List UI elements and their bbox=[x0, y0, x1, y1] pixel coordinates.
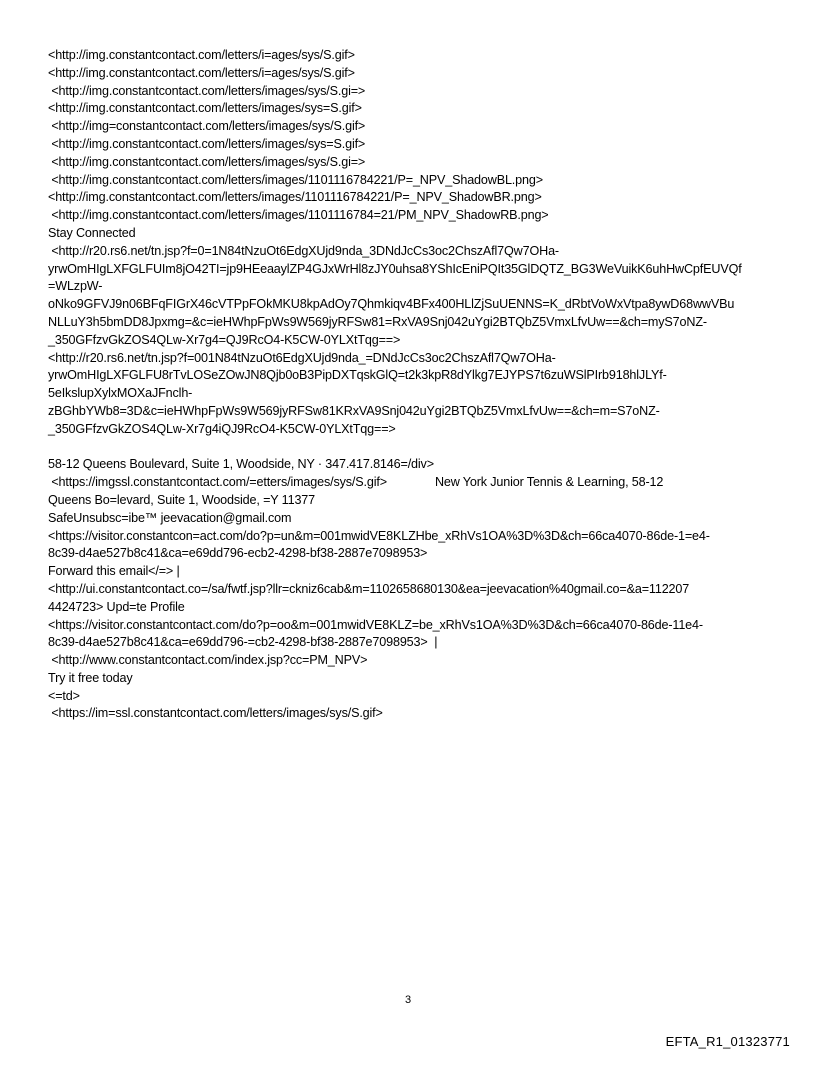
text-line: <http://r20.rs6.net/tn.jsp?f=0=1N84tNzuOt6EdgXUjd9nda_3DNdJcCs3oc2ChszAfl7Qw7OHa- bbox=[48, 243, 559, 258]
text-line: <http://img.constantcontact.com/letters/i=ages/sys/S.gif> bbox=[48, 65, 355, 80]
text-line: <http://img.constantcontact.com/letters/images/sys=S.gif> bbox=[48, 136, 366, 151]
text-line: 8c39-d4ae527b8c41&ca=e69dd796-ecb2-4298-bf38-2887e7098953> bbox=[48, 546, 428, 561]
text-line: yrwOmHIgLXFGLFUIm8jO42TI=jp9HEeaaylZP4GJxWrHl8zJY0uhsa8YShIcEniPQIt35GlDQTZ_BG3WeVuikK6uhHwCpfEUVQf bbox=[48, 261, 742, 276]
text-line: _350GFfzvGkZOS4QLw-Xr7g4=QJ9RcO4-K5CW-0YLXtTqg==> bbox=[48, 332, 401, 347]
update-profile-line: 4424723> Upd=te Profile bbox=[48, 599, 185, 614]
text-line: zBGhbYWb8=3D&c=ieHWhpFpWs9W569jyRFSw81KRxVA9Snj042uYgi2BTQbZ5VmxLfvUw==&ch=m=S7oNZ- bbox=[48, 403, 660, 418]
page-number: 3 bbox=[404, 994, 412, 1006]
text-line: oNko9GFVJ9n06BFqFIGrX46cVTPpFOkMKU8kpAdOy7Qhmkiqv4BFx400HLlZjSuUENNS=K_dRbtVoWxVtpa8ywD68wwVBu bbox=[48, 297, 735, 312]
text-line: yrwOmHIgLXFGLFU8rTvLOSeZOwJN8Qjb0oB3PipDXTqskGlQ=t2k3kpR8dYlkg7EJYPS7t6zuWSlPIrb918hlJLYf- bbox=[48, 368, 667, 383]
unsubscribe-line: SafeUnsubsc=ibe™ jeevacation@gmail.com bbox=[48, 510, 292, 525]
bates-id: EFTA_R1_01323771 bbox=[665, 1034, 790, 1049]
text-line: <http://ui.constantcontact.co=/sa/fwtf.jsp?llr=ckniz6cab&m=1102658680130&ea=jeevacation%40gmail.co=&a=112207 bbox=[48, 581, 690, 596]
text-line: <https://visitor.constantcon=act.com/do?p=un&m=001mwidVE8KLZHbe_xRhVs1OA%3D%3D&ch=66ca4070-86de-1=e4- bbox=[48, 528, 710, 543]
forward-email-line: Forward this email</=> | bbox=[48, 564, 180, 579]
text-line: <http://img.constantcontact.com/letters/images/sys/S.gi=> bbox=[48, 83, 366, 98]
blank-line bbox=[48, 439, 778, 457]
address-row-left: <https://imgssl.constantcontact.com/=etters/images/sys/S.gif> bbox=[48, 475, 387, 490]
text-line: <http://img=constantcontact.com/letters/images/sys/S.gif> bbox=[48, 119, 366, 134]
text-line: =WLzpW- bbox=[48, 279, 103, 294]
text-line: <http://www.constantcontact.com/index.jsp?cc=PM_NPV> bbox=[48, 653, 368, 668]
address-row bbox=[48, 474, 778, 492]
address-line: 58-12 Queens Boulevard, Suite 1, Woodside, NY · 347.417.8146=/div> bbox=[48, 457, 434, 472]
text-line: <http://r20.rs6.net/tn.jsp?f=001N84tNzuOt6EdgXUjd9nda_=DNdJcCs3oc2ChszAfl7Qw7OHa- bbox=[48, 350, 556, 365]
text-line: 8c39-d4ae527b8c41&ca=e69dd796-=cb2-4298-bf38-2887e7098953> | bbox=[48, 635, 438, 650]
text-line: NLLuY3h5bmDD8Jpxmg=&c=ieHWhpFpWs9W569jyRFSw81=RxVA9Snj042uYgi2BTQbZ5VmxLfvUw==&ch=myS7oNZ- bbox=[48, 314, 707, 329]
text-line: <http://img.constantcontact.com/letters/images/1101116784=21/PM_NPV_ShadowRB.png> bbox=[48, 208, 549, 223]
text-line: <https://visitor.constantcontact.com/do?p=oo&m=001mwidVE8KLZ=be_xRhVs1OA%3D%3D&ch=66ca4070-86de-11e4- bbox=[48, 617, 703, 632]
try-free-line: Try it free today bbox=[48, 670, 133, 685]
text-line: <http://img.constantcontact.com/letters/images/1101116784221/P=_NPV_ShadowBL.png> bbox=[48, 172, 543, 187]
text-line: <http://img.constantcontact.com/letters/images/sys=S.gif> bbox=[48, 101, 362, 116]
stay-connected-heading: Stay Connected bbox=[48, 225, 136, 240]
text-line: <=td> bbox=[48, 688, 80, 703]
email-body-text bbox=[48, 47, 778, 723]
text-line: <http://img.constantcontact.com/letters/images/1101116784221/P=_NPV_ShadowBR.png> bbox=[48, 190, 542, 205]
text-line: <http://img.constantcontact.com/letters/i=ages/sys/S.gif> bbox=[48, 48, 355, 62]
address-row-right: New York Junior Tennis & Learning, 58-12 bbox=[434, 475, 664, 490]
text-line: _350GFfzvGkZOS4QLw-Xr7g4iQJ9RcO4-K5CW-0YLXtTqg==> bbox=[48, 421, 396, 436]
text-line: <http://img.constantcontact.com/letters/images/sys/S.gi=> bbox=[48, 154, 366, 169]
text-line: <https://im=ssl.constantcontact.com/letters/images/sys/S.gif> bbox=[48, 706, 383, 721]
text-line: 5eIkslupXylxMOXaJFnclh- bbox=[48, 386, 193, 401]
text-line: Queens Bo=levard, Suite 1, Woodside, =Y 11377 bbox=[48, 492, 316, 507]
